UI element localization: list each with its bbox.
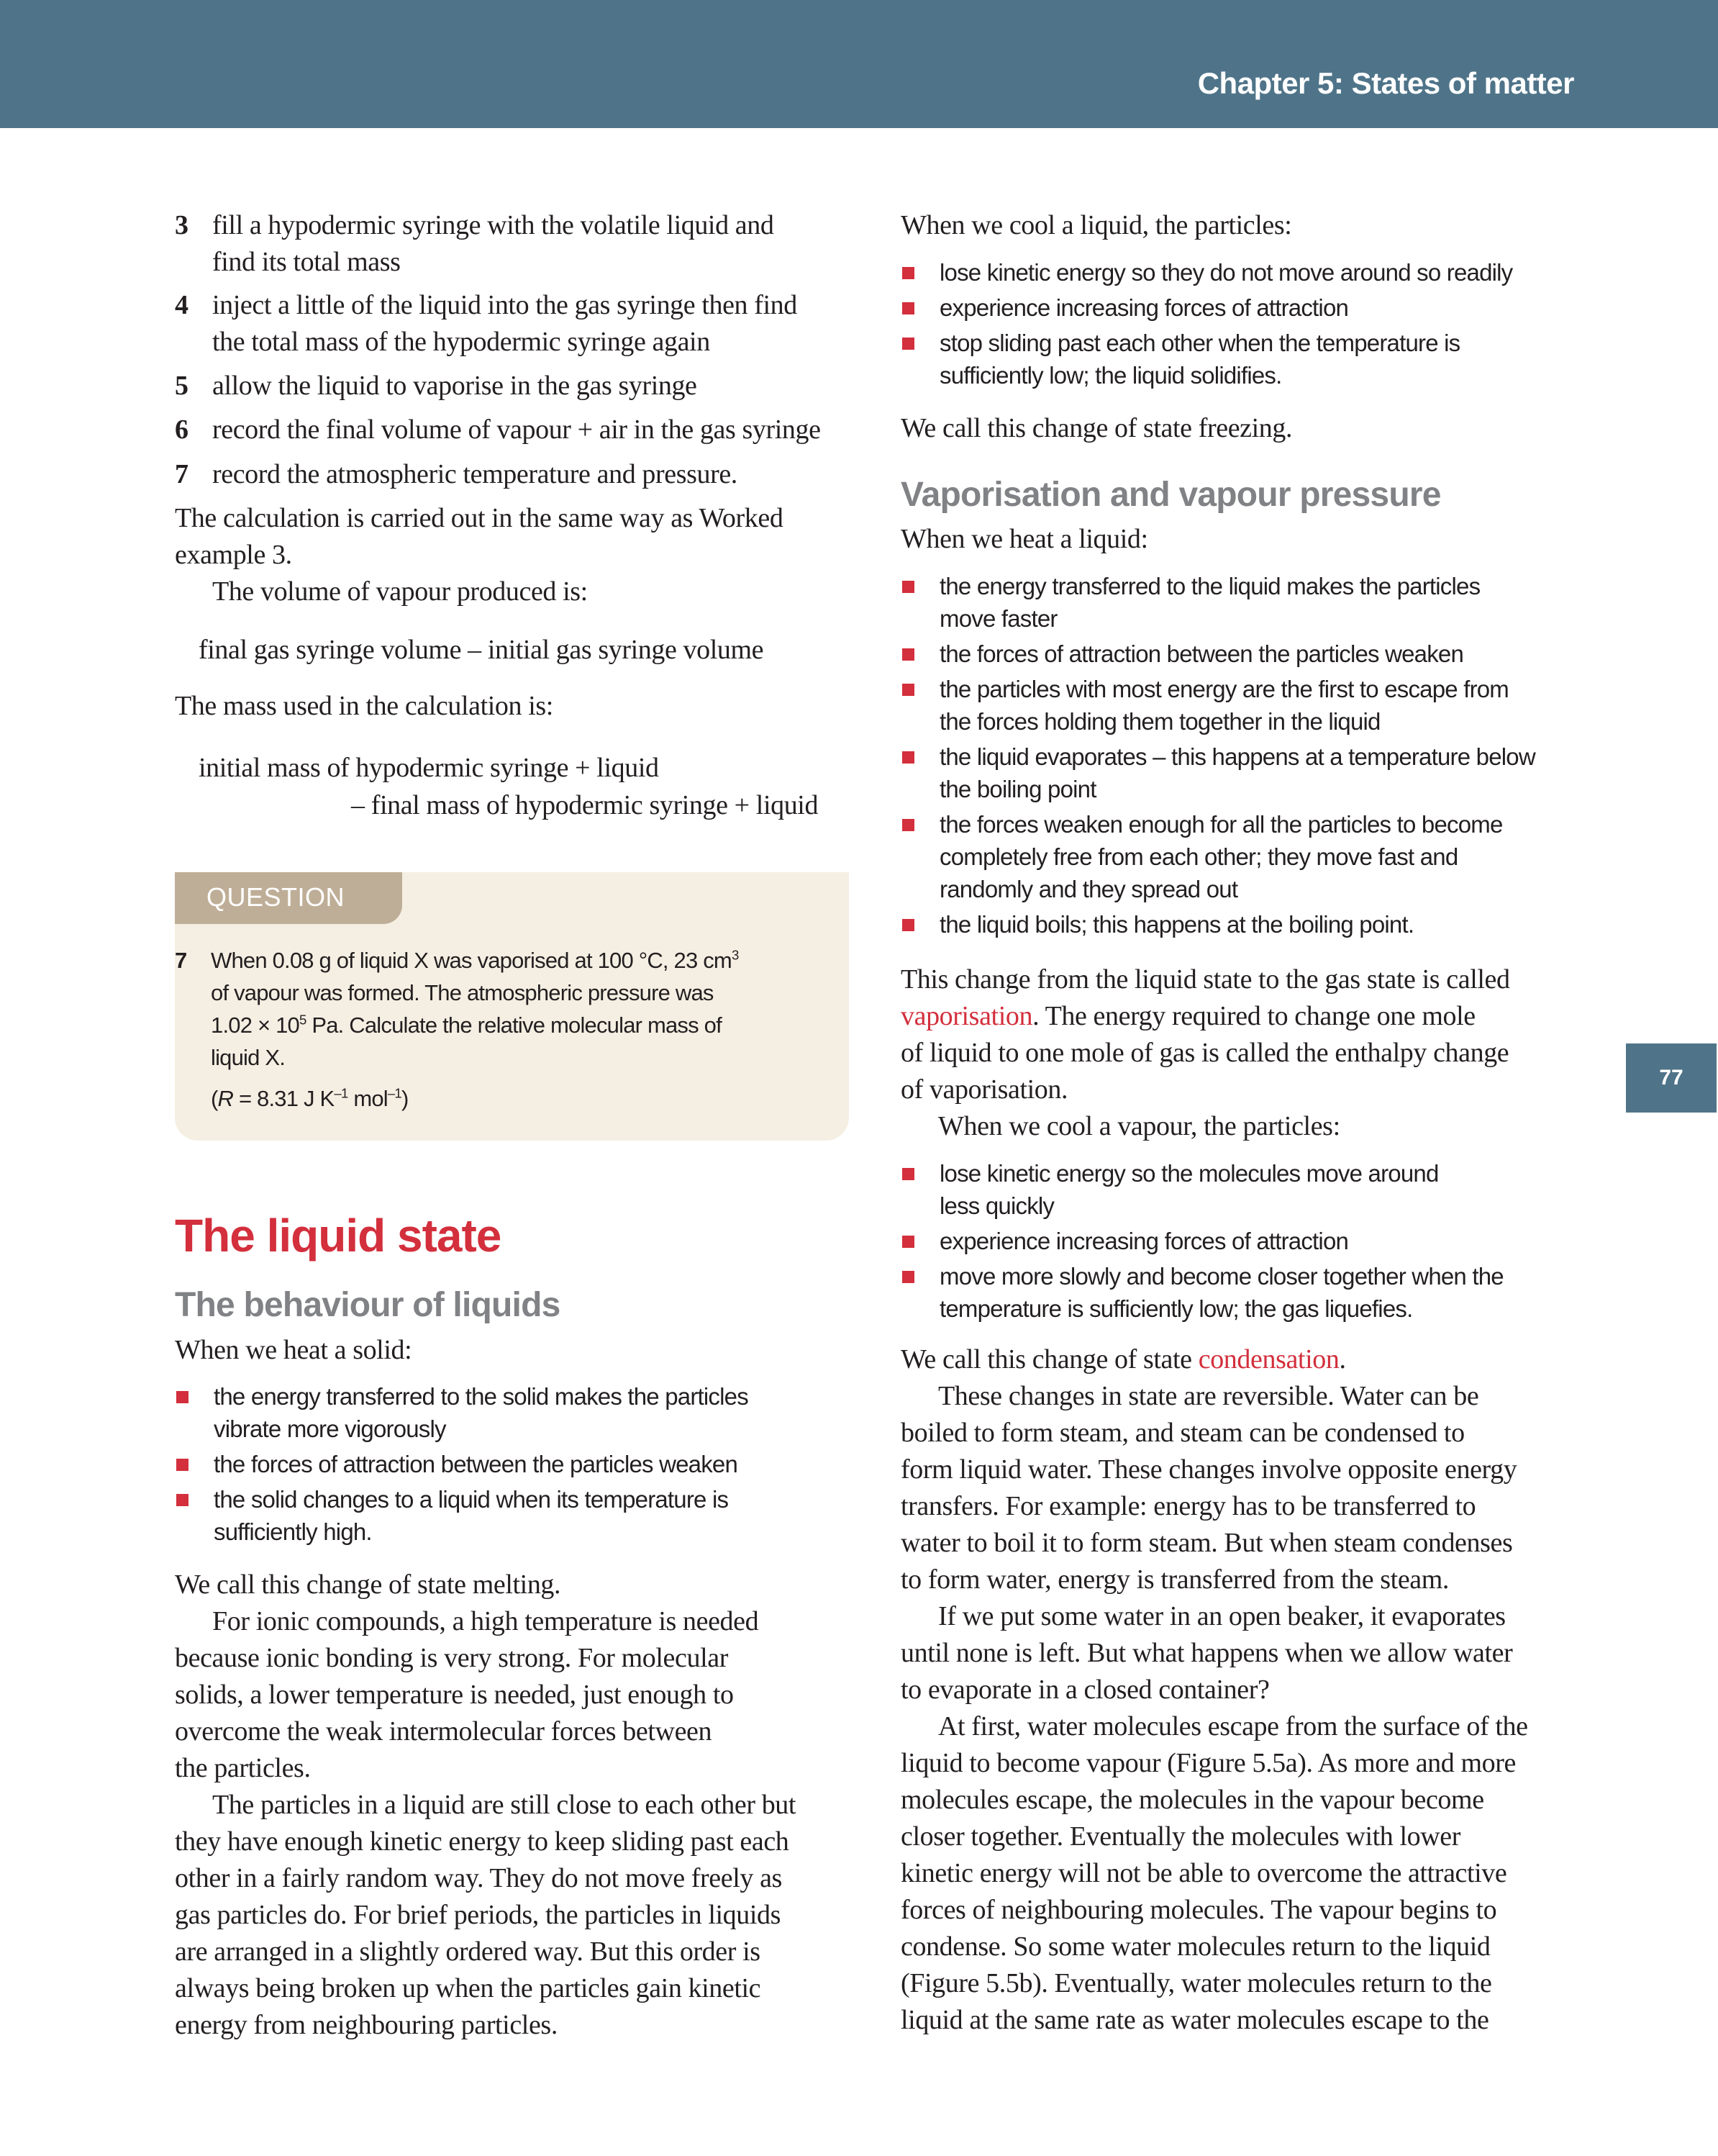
heat-solid-intro: When we heat a solid: bbox=[175, 1335, 412, 1365]
text-line: to evaporate in a closed container? bbox=[901, 1675, 1270, 1705]
text-line: lose kinetic energy so they do not move around so readily bbox=[940, 259, 1513, 286]
mass-formula-line-2: – final mass of hypodermic syringe + liquid bbox=[351, 790, 819, 820]
keyword-condensation: condensation bbox=[1198, 1344, 1340, 1374]
mass-formula-line-1: initial mass of hypodermic syringe + liquid bbox=[199, 753, 659, 783]
text-line: sufficiently high. bbox=[214, 1518, 372, 1545]
bullet-square-icon bbox=[902, 267, 914, 279]
step-5 bbox=[175, 368, 865, 404]
list-item bbox=[901, 256, 1584, 289]
step-text: record the final volume of vapour + air in the gas syringe bbox=[212, 415, 821, 445]
bullet-square-icon bbox=[902, 684, 914, 696]
text-line: (Figure 5.5b). Eventually, water molecules return to the bbox=[901, 1968, 1492, 1998]
text: = 8.31 J K bbox=[233, 1086, 335, 1111]
text-line: form liquid water. These changes involve opposite energy bbox=[901, 1454, 1517, 1485]
step-text: inject a little of the liquid into the gas syringe then find bbox=[212, 290, 797, 320]
step-number: 7 bbox=[175, 459, 188, 489]
text-line: the forces weaken enough for all the particles to become bbox=[940, 811, 1503, 838]
question-number: 7 bbox=[175, 948, 187, 973]
step-7 bbox=[175, 456, 865, 493]
chapter-title: Chapter 5: States of matter bbox=[1197, 66, 1574, 100]
text-line: forces of neighbouring molecules. The vapour begins to bbox=[901, 1895, 1497, 1925]
text-line: closer together. Eventually the molecules with lower bbox=[901, 1821, 1461, 1852]
list-item bbox=[901, 1225, 1584, 1257]
bullet-square-icon bbox=[902, 1236, 914, 1248]
text-line: the particles with most energy are the first to escape from bbox=[940, 676, 1509, 702]
list-item bbox=[175, 1448, 858, 1480]
bullet-square-icon bbox=[902, 1168, 914, 1180]
bullet-square-icon bbox=[902, 338, 914, 350]
text: mol bbox=[347, 1086, 388, 1111]
bullet-square-icon bbox=[902, 648, 914, 661]
list-item bbox=[901, 673, 1584, 738]
text-line: The calculation is carried out in the same way as Worked bbox=[175, 503, 783, 533]
bullet-square-icon bbox=[176, 1391, 188, 1403]
list-item bbox=[901, 638, 1584, 670]
text-line: overcome the weak intermolecular forces between bbox=[175, 1716, 712, 1747]
cool-liquid-intro: When we cool a liquid, the particles: bbox=[901, 210, 1292, 240]
condensation-paragraphs bbox=[901, 1341, 1577, 2039]
text-line: less quickly bbox=[940, 1192, 1055, 1219]
step-3 bbox=[175, 207, 865, 281]
text-line: of liquid to one mole of gas is called the enthalpy change bbox=[901, 1038, 1509, 1068]
text-line: The volume of vapour produced is: bbox=[212, 576, 588, 607]
list-item bbox=[175, 1380, 858, 1445]
text-line: until none is left. But what happens when we allow water bbox=[901, 1638, 1513, 1668]
list-item bbox=[901, 740, 1584, 805]
page-number-tab bbox=[1626, 1043, 1717, 1113]
bullet-square-icon bbox=[902, 751, 914, 764]
text-line: of vaporisation. bbox=[901, 1074, 1068, 1105]
text-line: gas particles do. For brief periods, the particles in liquids bbox=[175, 1900, 781, 1930]
step-text: find its total mass bbox=[212, 247, 401, 277]
text-line: the particles. bbox=[175, 1753, 311, 1783]
bullet-square-icon bbox=[902, 302, 914, 314]
text-line: the energy transferred to the solid makes the particles bbox=[214, 1383, 748, 1410]
step-number: 3 bbox=[175, 210, 188, 240]
text-line: stop sliding past each other when the temperature is bbox=[940, 330, 1460, 356]
text-line: the forces holding them together in the liquid bbox=[940, 708, 1381, 735]
list-item bbox=[901, 570, 1584, 635]
text-line: example 3. bbox=[175, 540, 292, 570]
text-line: always being broken up when the particles gain kinetic bbox=[175, 1973, 761, 2003]
bullet-square-icon bbox=[176, 1494, 188, 1506]
text-line: sufficiently low; the liquid solidifies. bbox=[940, 362, 1282, 389]
text-line: These changes in state are reversible. Water can be bbox=[938, 1381, 1479, 1411]
text-line: water to boil it to form steam. But when steam condenses bbox=[901, 1528, 1513, 1558]
question-label: QUESTION bbox=[206, 882, 345, 912]
text-line: liquid to become vapour (Figure 5.5a). As more and more bbox=[901, 1748, 1516, 1778]
question-text: When 0.08 g of liquid X was vaporised at 100 °C, 23 cm bbox=[211, 948, 732, 973]
text-line: the solid changes to a liquid when its temperature is bbox=[214, 1486, 729, 1513]
superscript: 3 bbox=[731, 947, 739, 963]
melting-paragraphs bbox=[175, 1567, 851, 2044]
mass-intro: The mass used in the calculation is: bbox=[175, 691, 553, 721]
calculation-intro bbox=[175, 500, 851, 610]
text-line: experience increasing forces of attraction bbox=[940, 294, 1349, 321]
text-line: solids, a lower temperature is needed, just enough to bbox=[175, 1680, 734, 1710]
bullet-square-icon bbox=[902, 919, 914, 931]
text-line: energy from neighbouring particles. bbox=[175, 2010, 558, 2040]
page-number: 77 bbox=[1659, 1066, 1683, 1090]
step-6 bbox=[175, 412, 865, 448]
text-line: We call this change of state melting. bbox=[175, 1570, 561, 1600]
text-line: liquid at the same rate as water molecules escape to the bbox=[901, 2005, 1489, 2035]
text-line: move faster bbox=[940, 605, 1058, 632]
bullet-square-icon bbox=[176, 1459, 188, 1471]
heading-liquid-state: The liquid state bbox=[175, 1210, 501, 1262]
step-number: 5 bbox=[175, 371, 188, 401]
step-text: the total mass of the hypodermic syringe again bbox=[212, 327, 710, 357]
bullet-square-icon bbox=[902, 1271, 914, 1283]
gas-constant bbox=[211, 1082, 830, 1115]
text-line: molecules escape, the molecules in the vapour become bbox=[901, 1785, 1484, 1815]
keyword-vaporisation: vaporisation bbox=[901, 1001, 1033, 1031]
text-line: This change from the liquid state to the gas state is called bbox=[901, 964, 1510, 995]
text-line: When we cool a vapour, the particles: bbox=[938, 1111, 1340, 1141]
text-line: vibrate more vigorously bbox=[214, 1416, 446, 1442]
step-text: record the atmospheric temperature and pressure. bbox=[212, 459, 737, 489]
step-4 bbox=[175, 287, 865, 361]
text-line: they have enough kinetic energy to keep sliding past each bbox=[175, 1826, 789, 1857]
text-line: the forces of attraction between the particles weaken bbox=[940, 640, 1464, 667]
text: ) bbox=[401, 1086, 409, 1111]
bullet-square-icon bbox=[902, 581, 914, 593]
question-label-tab bbox=[175, 872, 402, 924]
superscript: –1 bbox=[334, 1085, 348, 1101]
heading-vaporisation: Vaporisation and vapour pressure bbox=[901, 476, 1441, 514]
text: . bbox=[1339, 1344, 1346, 1374]
step-number: 6 bbox=[175, 415, 188, 445]
bullet-square-icon bbox=[902, 819, 914, 831]
text-line: experience increasing forces of attraction bbox=[940, 1228, 1349, 1254]
question-text: of vapour was formed. The atmospheric pressure was bbox=[211, 980, 714, 1005]
question-7 bbox=[175, 944, 830, 1115]
step-text: fill a hypodermic syringe with the volatile liquid and bbox=[212, 210, 774, 240]
text: ( bbox=[211, 1086, 218, 1111]
text-line: to form water, energy is transferred from the steam. bbox=[901, 1564, 1450, 1595]
text: . The energy required to change one mole bbox=[1032, 1001, 1476, 1031]
list-item bbox=[175, 1483, 858, 1548]
list-item bbox=[901, 291, 1584, 324]
vaporisation-paragraph bbox=[901, 961, 1577, 1145]
text-line: lose kinetic energy so the molecules move around bbox=[940, 1160, 1439, 1187]
chapter-header-bar bbox=[0, 0, 1718, 128]
text: R bbox=[217, 1086, 234, 1111]
text-line: If we put some water in an open beaker, it evaporates bbox=[938, 1601, 1506, 1631]
text-line: move more slowly and become closer together when the bbox=[940, 1263, 1504, 1290]
text-line: boiled to form steam, and steam can be condensed to bbox=[901, 1418, 1465, 1448]
text-line: transfers. For example: energy has to be transferred to bbox=[901, 1491, 1476, 1521]
cool-liquid-bullets bbox=[901, 256, 1584, 394]
text-line: the boiling point bbox=[940, 776, 1096, 802]
text-line: the forces of attraction between the particles weaken bbox=[214, 1451, 738, 1477]
list-item bbox=[901, 1260, 1584, 1325]
step-text: allow the liquid to vaporise in the gas syringe bbox=[212, 371, 697, 401]
text-line: the energy transferred to the liquid makes the particles bbox=[940, 573, 1481, 599]
text-line: For ionic compounds, a high temperature is needed bbox=[212, 1606, 759, 1636]
text-line: completely free from each other; they move fast and bbox=[940, 843, 1458, 870]
heat-liquid-intro: When we heat a liquid: bbox=[901, 524, 1148, 554]
text-line: condense. So some water molecules return to the liquid bbox=[901, 1931, 1491, 1962]
text-line: because ionic bonding is very strong. For molecular bbox=[175, 1643, 728, 1673]
question-text: 1.02 × 10 bbox=[211, 1013, 299, 1038]
text-line: randomly and they spread out bbox=[940, 876, 1238, 902]
text-line: kinetic energy will not be able to overcome the attractive bbox=[901, 1858, 1507, 1888]
text-line: The particles in a liquid are still close to each other but bbox=[212, 1790, 796, 1820]
text-line: are arranged in a slightly ordered way. But this order is bbox=[175, 1937, 760, 1967]
superscript: 5 bbox=[299, 1012, 306, 1028]
text-line: At first, water molecules escape from the surface of the bbox=[938, 1711, 1528, 1741]
cool-vapour-bullets bbox=[901, 1157, 1584, 1328]
freezing-text: We call this change of state freezing. bbox=[901, 413, 1293, 443]
text-line: temperature is sufficiently low; the gas liquefies. bbox=[940, 1295, 1413, 1322]
question-text: Pa. Calculate the relative molecular mass of bbox=[312, 1013, 722, 1038]
step-number: 4 bbox=[175, 290, 188, 320]
text: We call this change of state bbox=[901, 1344, 1199, 1374]
list-item bbox=[901, 327, 1584, 391]
list-item bbox=[901, 908, 1584, 941]
text-line: the liquid evaporates – this happens at a temperature below bbox=[940, 743, 1535, 770]
heat-liquid-bullets bbox=[901, 570, 1584, 943]
superscript: –1 bbox=[387, 1085, 401, 1101]
question-text: liquid X. bbox=[211, 1045, 286, 1070]
volume-formula: final gas syringe volume – initial gas syringe volume bbox=[199, 635, 764, 665]
text-line: the liquid boils; this happens at the boiling point. bbox=[940, 911, 1414, 938]
list-item bbox=[901, 1157, 1584, 1222]
heat-solid-bullets bbox=[175, 1380, 858, 1551]
list-item bbox=[901, 808, 1584, 905]
heading-behaviour-of-liquids: The behaviour of liquids bbox=[175, 1286, 560, 1324]
text-line: other in a fairly random way. They do not move freely as bbox=[175, 1863, 782, 1893]
